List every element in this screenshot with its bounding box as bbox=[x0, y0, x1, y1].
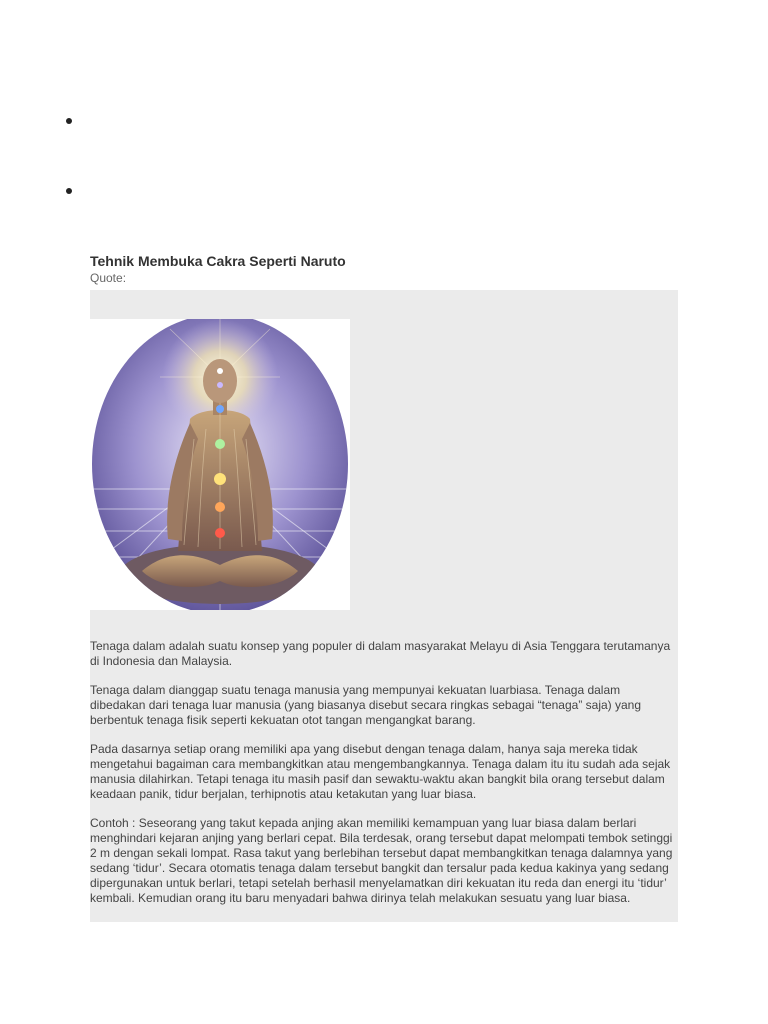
paragraph: Tenaga dalam dianggap suatu tenaga manusia yang mempunyai kekuatan luarbiasa. Tenaga dalam dibedakan dari tenaga luar manusia (yang biasanya disebut secara ringkas sebagai “tenaga” saja) yang berbentuk tenaga fisik seperti kekuatan otot tangan mengangkat barang. bbox=[90, 683, 642, 727]
list-bullet bbox=[66, 188, 72, 194]
meditating-figure-illustration bbox=[90, 319, 350, 610]
quote-body bbox=[90, 639, 676, 920]
paragraph: Pada dasarnya setiap orang memiliki apa yang disebut dengan tenaga dalam, hanya saja mereka tidak mengetahui bagaiman cara membangkitkan atau mengembangkannya. Tenaga dalam itu itu sudah ada sejak manusia dilahirkan. Tetapi tenaga itu masih pasif dan sewaktu-waktu akan bangkit bila orang tersebut dalam keadaan panik, tidur berjalan, terhipnotis atau ketakutan yang luar biasa. bbox=[90, 742, 671, 801]
list-bullet bbox=[66, 118, 72, 124]
meditation-chakra-image bbox=[90, 319, 350, 610]
paragraph: Contoh : Seseorang yang takut kepada anjing akan memiliki kemampuan yang luar biasa dalam berlari menghindari kejaran anjing yang berlari cepat. Bila terdesak, orang tersebut dapat melompati tembok setinggi 2 m dengan sekali lompat. Rasa takut yang berlebihan tersebut dapat membangkitkan tenaga dalamnya yang sedang ‘tidur’. Secara otomatis tenaga dalam tersebut bangkit dan tersalur pada kedua kakinya yang sedang dipergunakan untuk berlari, tetapi setelah berhasil menyelamatkan diri kekuatan itu reda dan energi itu ‘tidur’ kembali. Kemudian orang itu baru menyadari bahwa dirinya telah melakukan sesuatu yang luar biasa. bbox=[90, 816, 673, 905]
quote-box bbox=[90, 290, 678, 922]
paragraph: Tenaga dalam adalah suatu konsep yang populer di dalam masyarakat Melayu di Asia Tenggara terutamanya di Indonesia dan Malaysia. bbox=[90, 639, 671, 668]
quote-label: Quote: bbox=[90, 271, 127, 285]
post-title: Tehnik Membuka Cakra Seperti Naruto bbox=[90, 253, 346, 269]
